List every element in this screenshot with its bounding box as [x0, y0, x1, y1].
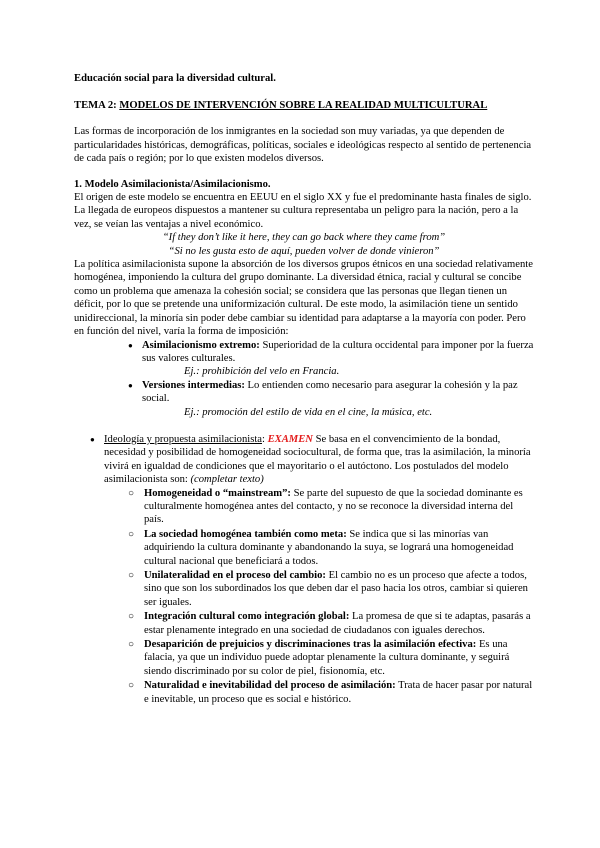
- examen-tag: EXAMEN: [267, 433, 313, 445]
- ideologia-text: Se basa en el convencimiento de la bondad, necesidad y posibilidad de homogeneidad sociocultural, de forma que, tras la asimilación, la minoría vivirá en igualdad de condiciones que el mayoritario o el autóctono. Los postulados del modelo asimilacionista son:: [104, 433, 531, 486]
- bullet-text: Lo entienden como necesario para asegurar la cohesión y la paz social.: [142, 379, 518, 405]
- intro-paragraph: Las formas de incorporación de los inmigrantes en la sociedad son muy variadas, ya que dependen de particularidades históricas, demográficas, políticas, sociales e ideológicas respecto al sentido de pertenencia de cada país o región; por lo que existen modelos diversos.: [74, 126, 532, 165]
- bullet-versiones-intermedias: [128, 379, 534, 406]
- quote-english: “If they don’t like it here, they can go back where they came from”: [162, 232, 446, 244]
- bullet-ideologia: [90, 433, 534, 487]
- postulado-text: El cambio no es un proceso que afecte a todos, sino que son los subordinados los que deben dar el paso hacia los otros, cambiar si quieren ser iguales.: [144, 570, 528, 608]
- bullet-term: Versiones intermedias:: [142, 379, 245, 391]
- section1-heading: 1. Modelo Asimilacionista/Asimilacionismo.: [74, 178, 271, 190]
- ideologia-colon: :: [261, 433, 268, 445]
- tema-prefix: TEMA 2:: [74, 100, 120, 112]
- postulado-text: Se parte del supuesto de que la sociedad dominante es culturalmente homogénea antes del contacto, y no se reconoce la diversidad interna del país.: [144, 487, 523, 526]
- bullet-asimilacionismo-extremo: [128, 339, 534, 366]
- postulado-unilateralidad: [128, 569, 534, 609]
- postulado-naturalidad: [128, 679, 534, 706]
- postulado-homogeneidad: [128, 487, 534, 527]
- bullet-text: Superioridad de la cultura occidental para imponer por la fuerza sus valores culturales.: [142, 339, 534, 364]
- example-cine: Ej.: promoción del estilo de vida en el cine, la música, etc.: [184, 406, 433, 418]
- section1-paragraph-1: El origen de este modelo se encuentra en EEUU en el siglo XX y fue el predominante hasta finales de siglo. La llegada de europeos dispuestos a mantener su cultura representaba un peligro para la nación, pero a la vez, se veían las ventajas a nivel económico.: [74, 192, 532, 230]
- tema-heading: [74, 99, 534, 112]
- document-title: Educación social para la diversidad cultural.: [74, 73, 276, 84]
- postulado-term: Homogeneidad o “mainstream”:: [144, 487, 291, 499]
- document-page: [74, 72, 534, 707]
- quote-spanish: “Si no les gusta esto de aquí, pueden volver de donde vinieron”: [168, 245, 440, 257]
- postulado-term: Desaparición de prejuicios y discriminaciones tras la asimilación efectiva:: [144, 639, 477, 651]
- postulado-term: Integración cultural como integración global:: [144, 611, 350, 623]
- postulado-text: Trata de hacer pasar por natural e inevitable, un proceso que es social e histórico.: [144, 680, 533, 705]
- postulado-text: La promesa de que si te adaptas, pasarás a estar plenamente integrado en una sociedad de ciudadanos con iguales derechos.: [144, 611, 531, 636]
- postulado-text: Se indica que si las minorías van adquiriendo la cultura dominante y abandonando la suya, se logrará una homogeneidad cultural nacional que beneficiará a todos.: [144, 528, 514, 567]
- postulado-sociedad-homogenea: [128, 528, 534, 568]
- example-francia: Ej.: prohibición del velo en Francia.: [184, 366, 340, 378]
- ideologia-label: Ideología y propuesta asimilacionista: [104, 433, 262, 445]
- postulado-desaparicion: [128, 638, 534, 678]
- tema-title: MODELOS DE INTERVENCIÓN SOBRE LA REALIDAD MULTICULTURAL: [119, 100, 488, 112]
- postulado-term: Naturalidad e inevitabilidad del proceso de asimilación:: [144, 680, 396, 692]
- postulado-term: Unilateralidad en el proceso del cambio:: [144, 570, 326, 581]
- postulado-term: La sociedad homogénea también como meta:: [144, 528, 347, 540]
- section1-paragraph-2: La política asimilacionista supone la absorción de los diversos grupos étnicos en una sociedad relativamente homogénea, imponiendo la cultura del grupo dominante. La diversidad étnica, racial y cultural se concibe como un problema que amenaza la cohesión social; se considera que las personas que llegan tienen un déficit, por lo que se pretende una uniformización cultural. De este modo, la asimilación tiene un sentido unidireccional, la minoría sin poder debe cambiar su identidad para adaptarse a la mayoría con poder. Pero en función del nivel, varía la forma de imposición:: [74, 259, 533, 338]
- postulado-text: Es una falacia, ya que un individuo puede adoptar plenamente la cultura dominante, y seguirá siendo discriminado por su color de piel, fisionomía, etc.: [144, 639, 510, 677]
- completar-note: (completar texto): [190, 474, 264, 486]
- postulado-integracion: [128, 610, 534, 637]
- bullet-term: Asimilacionismo extremo:: [142, 339, 260, 351]
